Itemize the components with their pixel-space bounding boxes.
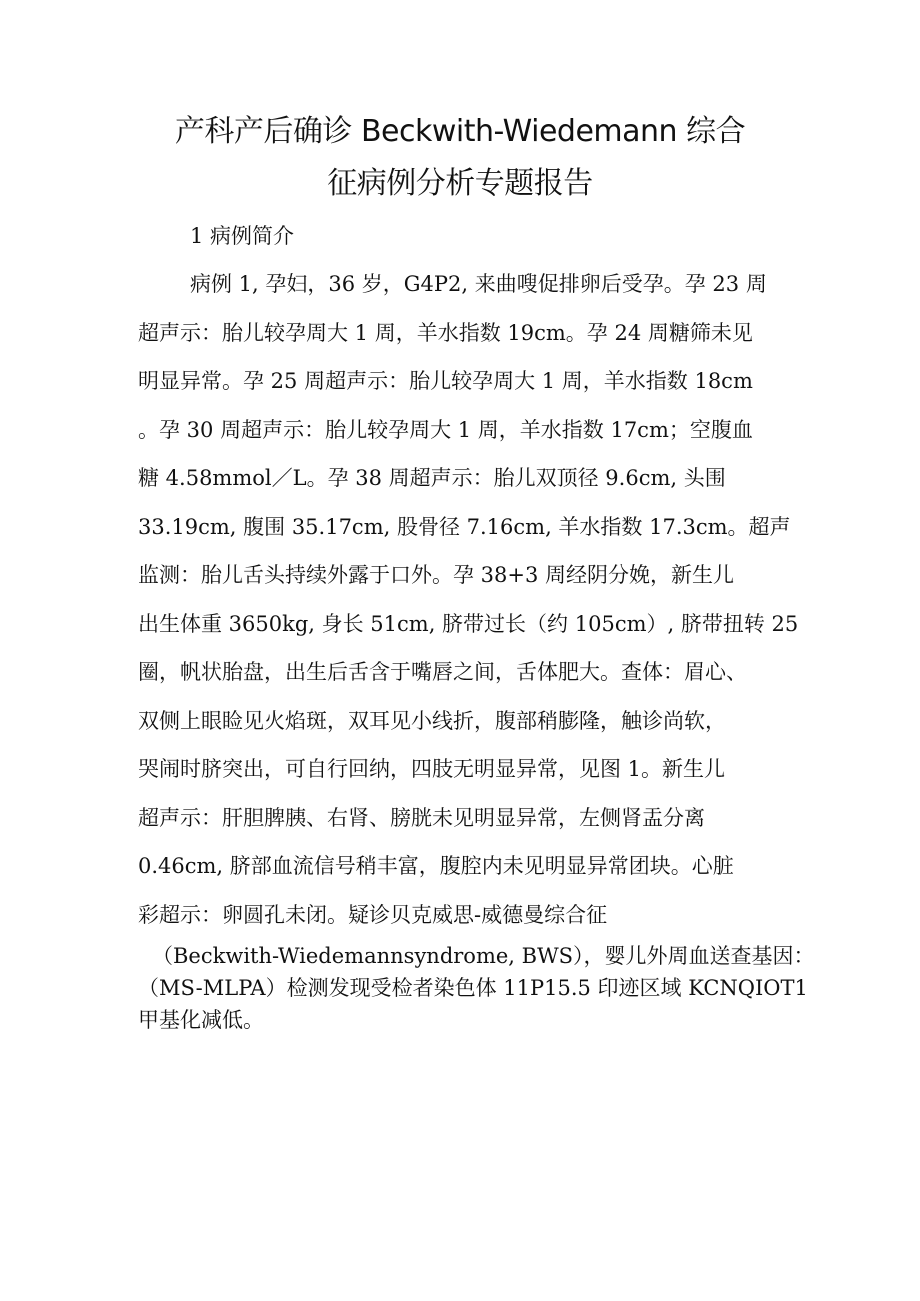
paragraph-line: 病例 1, 孕妇，36 岁，G4P2, 来曲嗖促排卵后受孕。孕 23 周 (190, 272, 767, 296)
paragraph-line: 监测：胎儿舌头持续外露于口外。孕 38+3 周经阴分娩，新生儿 (138, 563, 735, 587)
paragraph-line: 双侧上眼睑见火焰斑，双耳见小线折，腹部稍膨隆，触诊尚软， (138, 708, 726, 733)
paragraph-line: 超声示：肝胆脾胰、右肾、膀胱未见明显异常，左侧肾盂分离 (138, 805, 705, 830)
section-heading-case-intro: 1 病例简介 (190, 224, 295, 248)
paragraph-line: （Beckwith-Wiedemannsyndrome, BWS），婴儿外周血送查基因： (152, 944, 815, 968)
paragraph-line: 糖 4.58mmol／L。孕 38 周超声示：胎儿双顶径 9.6cm, 头围 (138, 466, 726, 490)
paragraph-line: 哭闹时脐突出，可自行回纳，四肢无明显异常，见图 1。新生儿 (138, 757, 726, 781)
paragraph-line: 明显异常。孕 25 周超声示：胎儿较孕周大 1 周，羊水指数 18cm (138, 369, 753, 393)
paragraph-line: 。孕 30 周超声示：胎儿较孕周大 1 周，羊水指数 17cm；空腹血 (138, 417, 753, 442)
paragraph-line: 33.19cm, 腹围 35.17cm, 股骨径 7.16cm, 羊水指数 17.3cm。超声 (138, 514, 791, 539)
case-paragraph-1 (138, 264, 799, 943)
document-title-line-2: 征病例分析专题报告 (327, 166, 593, 201)
paragraph-line: 圈，帆状胎盘，出生后舌含于嘴唇之间，舌体肥大。查体：眉心、 (138, 660, 747, 684)
paragraph-line: 0.46cm, 脐部血流信号稍丰富，腹腔内未见明显异常团块。心脏 (138, 854, 734, 878)
paragraph-line: 甲基化减低。 (138, 1008, 264, 1032)
paragraph-line: 彩超示：卵圆孔未闭。疑诊贝克威思-威德曼综合征 (138, 902, 608, 927)
paragraph-line: （MS-MLPA）检测发现受检者染色体 11P15.5 印迹区域 KCNQIOT1 (138, 976, 808, 1000)
paragraph-line: 超声示：胎儿较孕周大 1 周，羊水指数 19cm。孕 24 周糖筛未见 (138, 320, 753, 345)
document-title-line-1: 产科产后确诊 Beckwith-Wiedemann 综合 (174, 114, 746, 149)
paragraph-line: 出生体重 3650kg, 身长 51cm, 脐带过长（约 105cm）, 脐带扭转 25 (138, 611, 799, 636)
case-paragraph-2 (138, 940, 815, 1036)
